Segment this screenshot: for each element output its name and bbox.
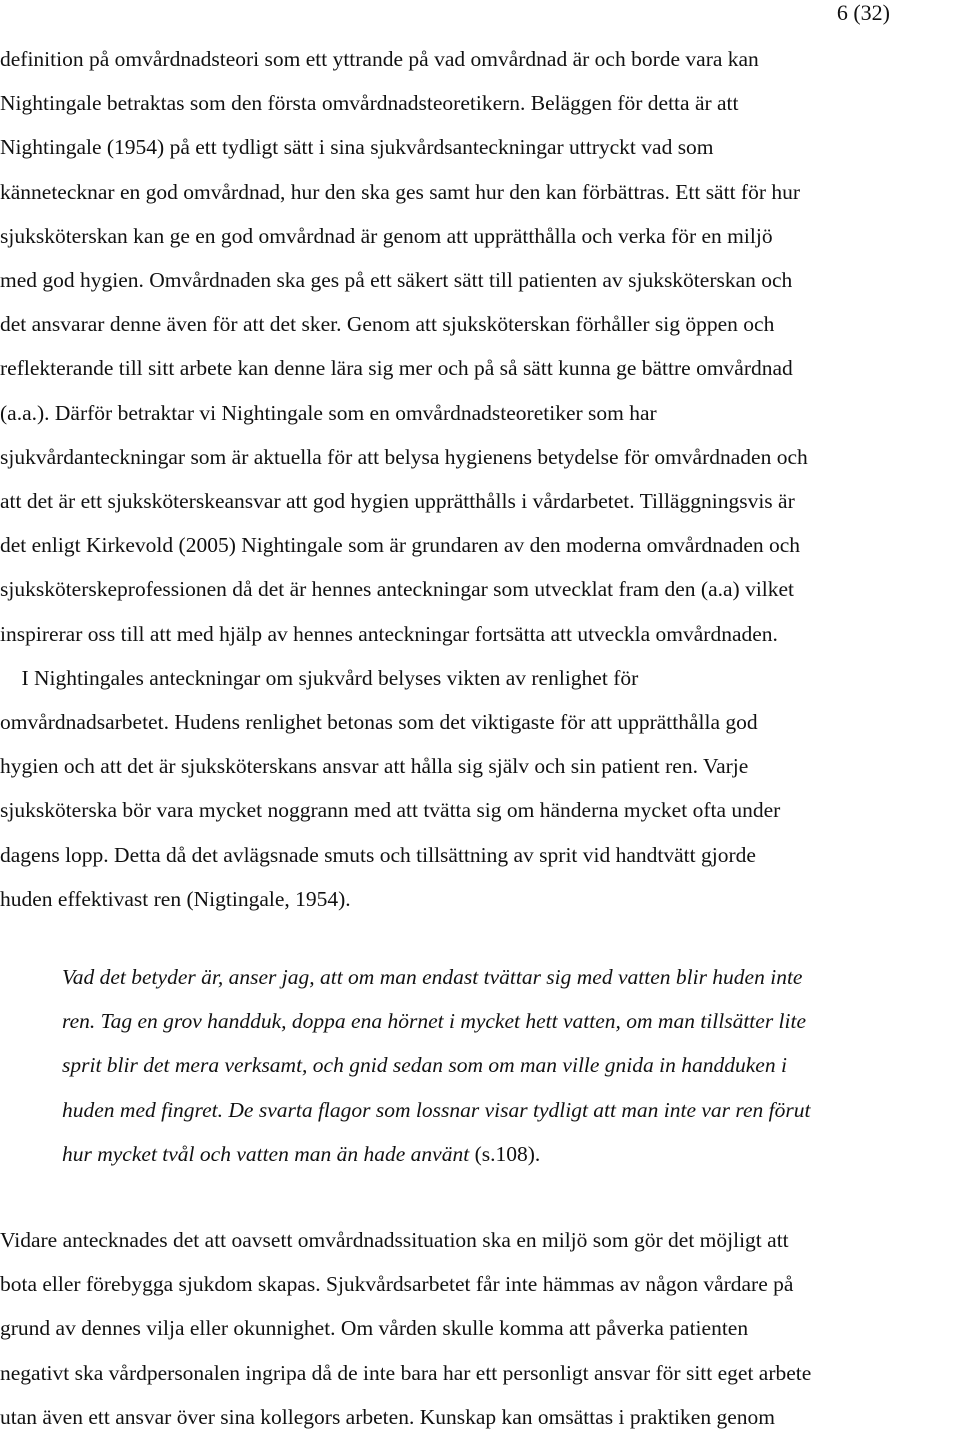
text-line: huden effektivast ren (Nigtingale, 1954). [0, 886, 351, 911]
text-line: sjuksköterskan kan ge en god omvårdnad är genom att upprätthålla och verka för en miljö [0, 223, 773, 248]
text-line: sjukvårdanteckningar som är aktuella för att belysa hygienens betydelse för omvårdnaden och [0, 444, 808, 469]
text-line: negativt ska vårdpersonalen ingripa då de inte bara har ett personligt ansvar för sitt eget arbete [0, 1360, 812, 1385]
quote-line-last [62, 1132, 960, 1176]
quote-line: Vad det betyder är, anser jag, att om man endast tvättar sig med vatten blir huden inte [62, 965, 803, 989]
text-line: dagens lopp. Detta då det avlägsnade smuts och tillsättning av sprit vid handtvätt gjorde [0, 842, 756, 867]
text-line-indented: I Nightingales anteckningar om sjukvård belyses vikten av renlighet för [0, 665, 639, 690]
text-line: sjuksköterska bör vara mycket noggrann med att tvätta sig om händerna mycket ofta under [0, 798, 781, 823]
text-line: hygien och att det är sjuksköterskans ansvar att hålla sig själv och sin patient ren. Varje [0, 754, 749, 779]
text-line: inspirerar oss till att med hjälp av hennes anteckningar fortsätta att utveckla omvårdnaden. [0, 621, 778, 646]
quote-line: sprit blir det mera verksamt, och gnid sedan som om man ville gnida in handduken i [62, 1053, 787, 1078]
text-line: Vidare antecknades det att oavsett omvårdnadssituation ska en miljö som gör det möjligt att [0, 1228, 789, 1252]
text-line: reflekterande till sitt arbete kan denne lära sig mer och på så sätt kunna ge bättre omvårdnad [0, 356, 793, 381]
quote-line: huden med fingret. De svarta flagor som lossnar visar tydligt att man inte var ren förut [62, 1097, 811, 1122]
text-line: (a.a.). Därför betraktar vi Nightingale som en omvårdnadsteoretiker som har [0, 400, 657, 425]
page-number: 6 (32) [836, 0, 890, 25]
text-line: bota eller förebygga sjukdom skapas. Sjukvårdsarbetet får inte hämmas av någon vårdare på [0, 1272, 794, 1297]
body-text-section-1 [0, 37, 960, 921]
text-line: definition på omvårdnadsteori som ett yttrande på vad omvårdnad är och borde vara kan [0, 47, 759, 71]
text-line: omvårdnadsarbetet. Hudens renlighet betonas som det viktigaste för att upprätthålla god [0, 710, 758, 735]
text-line: det enligt Kirkevold (2005) Nightingale som är grundaren av den moderna omvårdnaden och [0, 533, 801, 558]
quote-citation: (s.108). [469, 1141, 541, 1166]
text-line: utan även ett ansvar över sina kollegors arbeten. Kunskap kan omsättas i praktiken genom [0, 1404, 775, 1429]
block-quote [62, 955, 960, 1176]
text-line: Nightingale betraktas som den första omvårdnadsteoretikern. Beläggen för detta är att [0, 91, 739, 116]
text-line: sjuksköterskeprofessionen då det är hennes anteckningar som utvecklat fram den (a.a) vilket [0, 577, 795, 602]
text-line: med god hygien. Omvårdnaden ska ges på ett säkert sätt till patienten av sjuksköterskan och [0, 268, 793, 293]
text-line: det ansvarar denne även för att det sker. Genom att sjuksköterskan förhåller sig öppen och [0, 312, 775, 337]
text-line: grund av dennes vilja eller okunnighet. Om vården skulle komma att påverka patienten [0, 1316, 749, 1341]
body-text-section-2 [0, 1218, 960, 1439]
quote-line: ren. Tag en grov handduk, doppa ena hörnet i mycket hett vatten, om man tillsätter lite [62, 1009, 807, 1034]
text-line: att det är ett sjuksköterskeansvar att god hygien upprätthålls i vårdarbetet. Tilläggningsvis är [0, 489, 795, 514]
text-line: kännetecknar en god omvårdnad, hur den ska ges samt hur den kan förbättras. Ett sätt för hur [0, 179, 801, 204]
text-line: Nightingale (1954) på ett tydligt sätt i sina sjukvårdsanteckningar uttryckt vad som [0, 135, 714, 160]
quote-text: hur mycket tvål och vatten man än hade använt [62, 1141, 470, 1166]
